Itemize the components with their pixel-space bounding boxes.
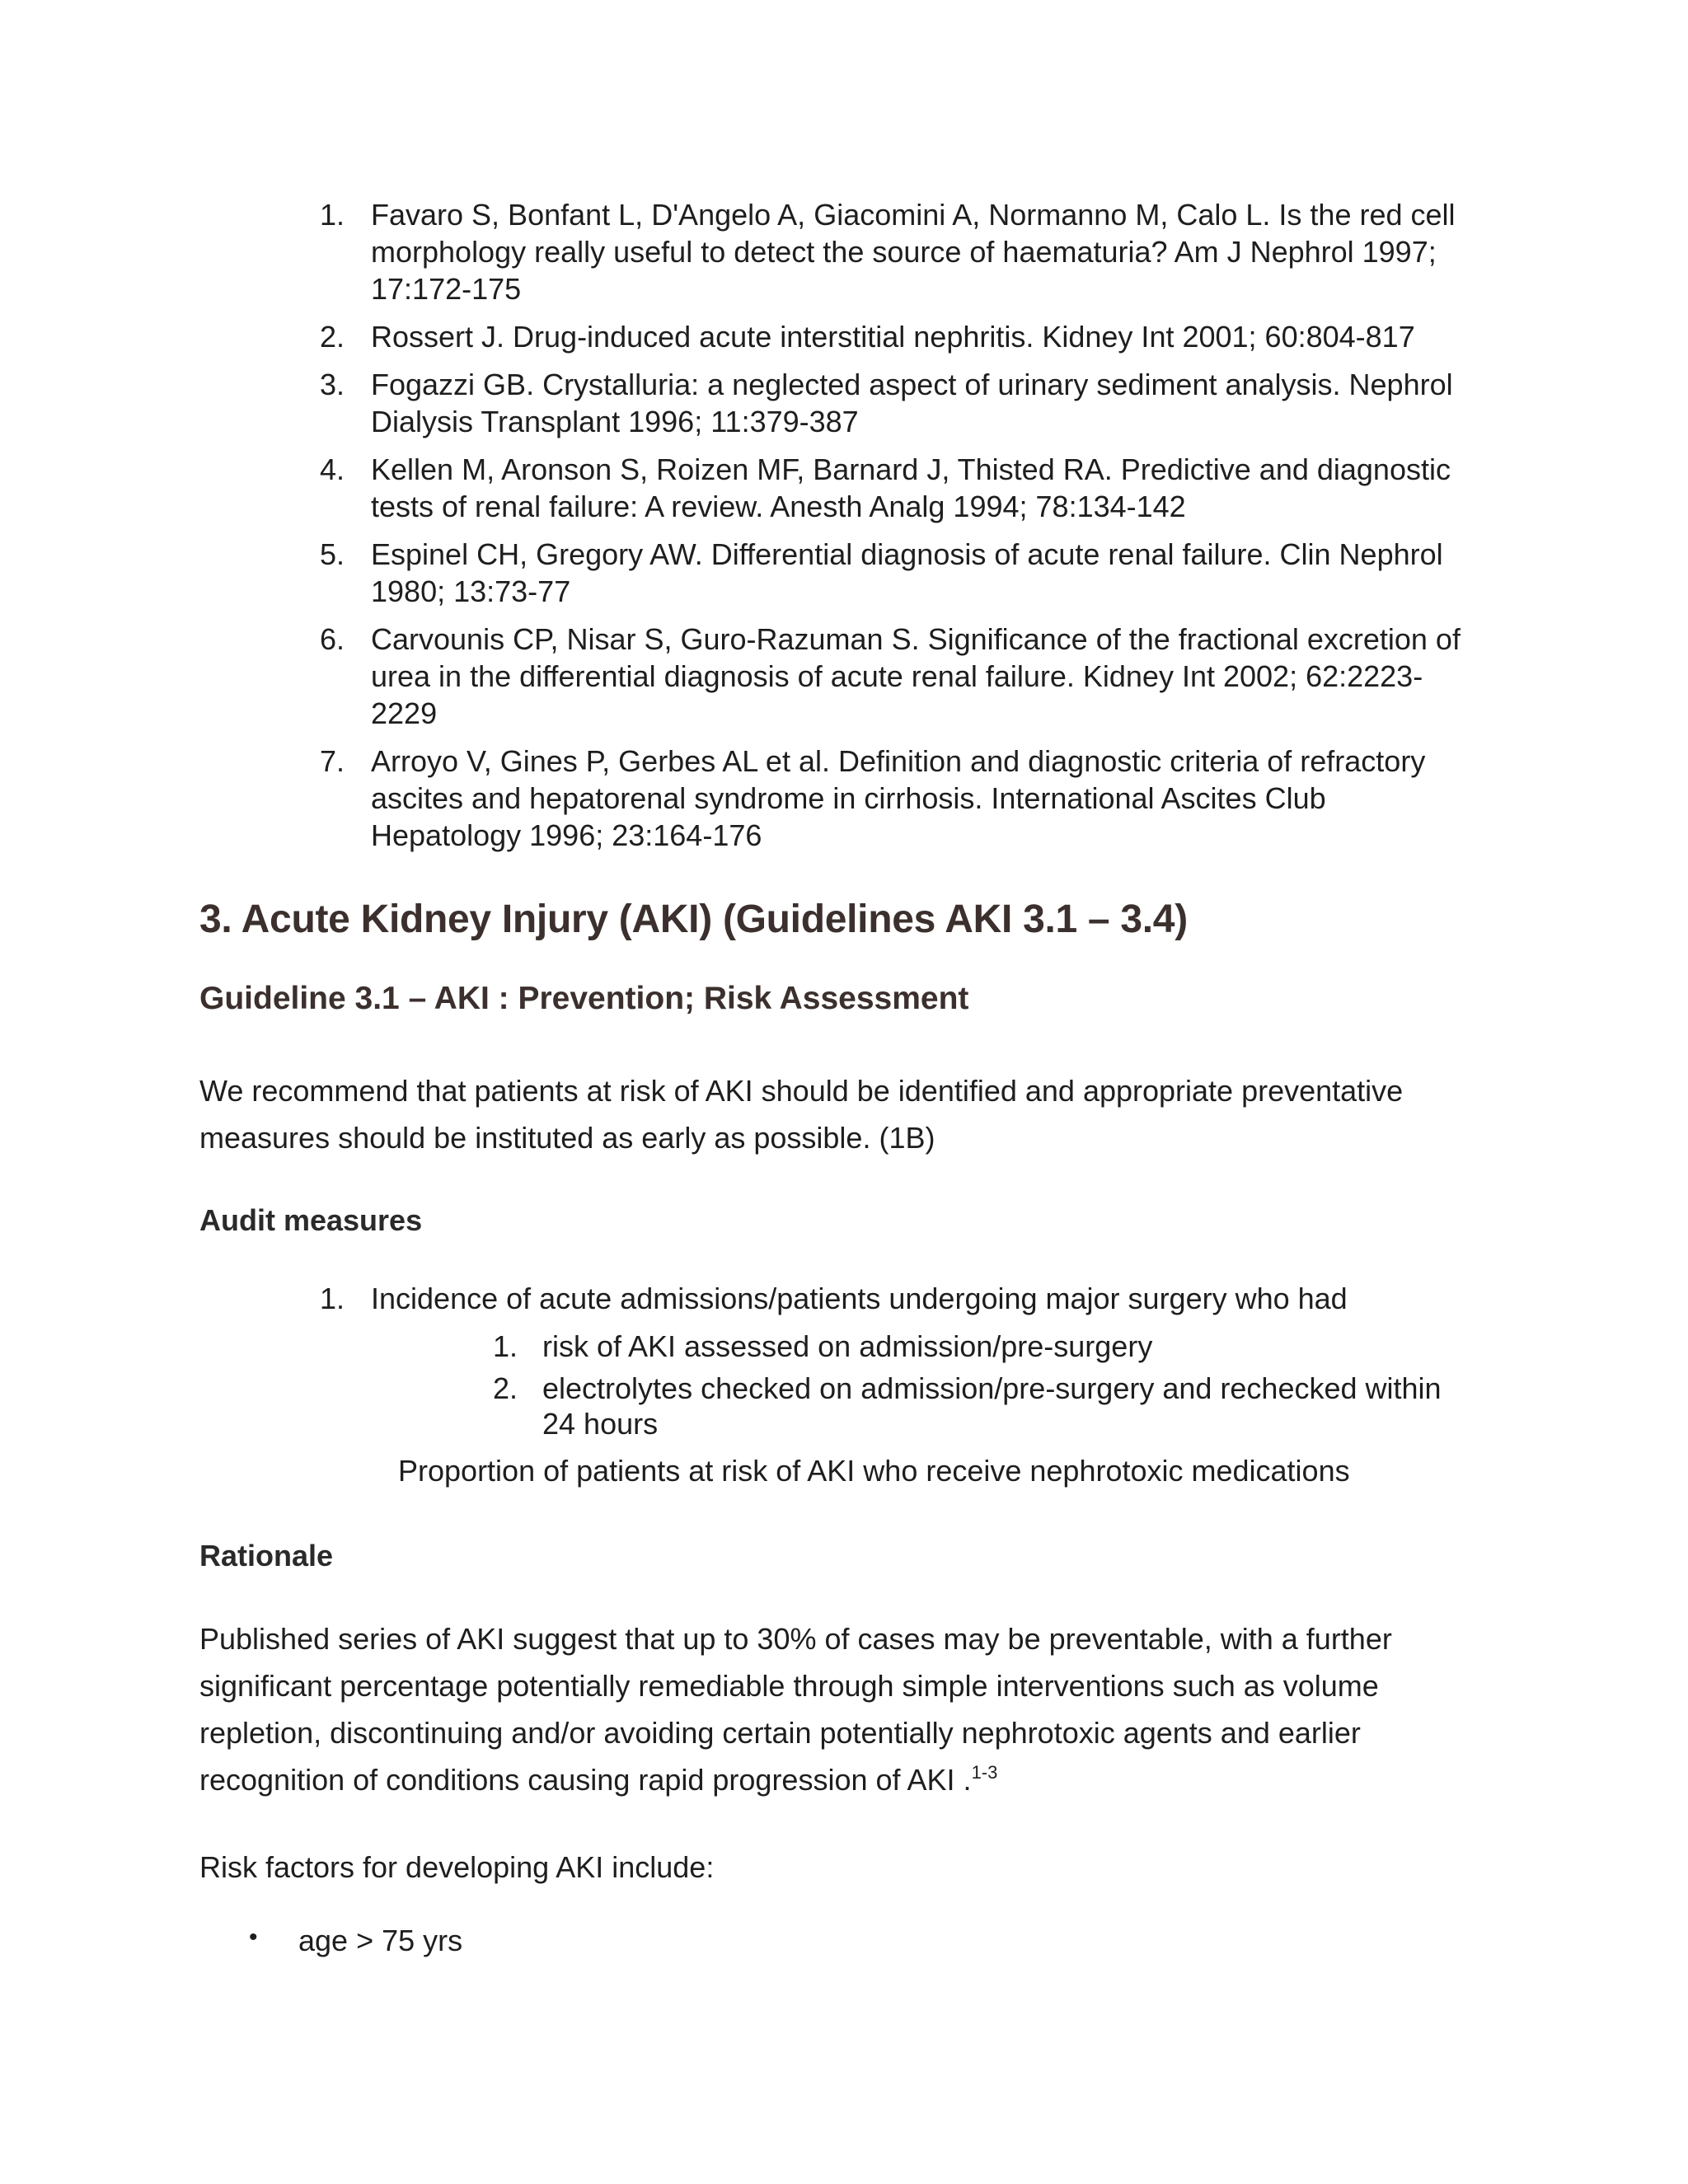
citation-superscript: 1-3 <box>971 1762 998 1783</box>
reference-item <box>312 451 1482 525</box>
reference-text: Kellen M, Aronson S, Roizen MF, Barnard J, Thisted RA. Predictive and diagnostic tests of renal failure: A review. Anesth Analg 1994; 78:134-142 <box>371 452 1451 523</box>
reference-item <box>312 318 1482 355</box>
audit-sub-item-number: 1. <box>493 1329 518 1363</box>
audit-sub-item <box>493 1371 1482 1441</box>
rationale-body: Published series of AKI suggest that up to 30% of cases may be preventable, with a further significant percentage potentially remediable through simple interventions such as volume repletion, discontinuing and/or avoiding certain potentially nephrotoxic agents and earlier recognition of conditions causing rapid progression of AKI . <box>199 1622 1392 1797</box>
reference-item <box>312 366 1482 440</box>
reference-text: Carvounis CP, Nisar S, Guro-Razuman S. Significance of the fractional excretion of urea in the differential diagnosis of acute renal failure. Kidney Int 2002; 62:2223-2229 <box>371 622 1461 730</box>
reference-number: 3. <box>320 368 345 401</box>
reference-text: Arroyo V, Gines P, Gerbes AL et al. Definition and diagnostic criteria of refractory ascites and hepatorenal syndrome in cirrhosis. International Ascites Club Hepatology 1996; 23:164-176 <box>371 744 1426 852</box>
reference-text: Rossert J. Drug-induced acute interstitial nephritis. Kidney Int 2001; 60:804-817 <box>371 320 1415 354</box>
audit-proportion-text: Proportion of patients at risk of AKI who receive nephrotoxic medications <box>398 1454 1350 1488</box>
reference-number: 6. <box>320 622 345 656</box>
risk-factors-intro: Risk factors for developing AKI include: <box>199 1850 715 1884</box>
audit-sub-item-text: risk of AKI assessed on admission/pre-surgery <box>542 1329 1153 1363</box>
rationale-heading: Rationale <box>199 1539 334 1572</box>
reference-number: 5. <box>320 537 345 571</box>
reference-item <box>312 196 1482 307</box>
reference-number: 4. <box>320 452 345 486</box>
risk-factor-text: age > 75 yrs <box>298 1924 463 1957</box>
audit-item-text: Incidence of acute admissions/patients undergoing major surgery who had <box>371 1282 1348 1315</box>
audit-heading: Audit measures <box>199 1203 423 1237</box>
guideline-heading: Guideline 3.1 – AKI : Prevention; Risk Assessment <box>199 981 969 1016</box>
audit-sub-item-number: 2. <box>493 1371 518 1405</box>
rationale-text <box>199 1615 1485 1803</box>
audit-sub-list <box>493 1329 1482 1441</box>
reference-item <box>312 743 1482 854</box>
reference-number: 2. <box>320 320 345 354</box>
bullet-icon: • <box>249 1924 258 1951</box>
reference-list <box>312 196 1482 865</box>
audit-sub-item-text: electrolytes checked on admission/pre-surgery and rechecked within 24 hours <box>542 1371 1442 1441</box>
reference-item <box>312 621 1482 732</box>
reference-item <box>312 536 1482 610</box>
reference-number: 7. <box>320 744 345 778</box>
audit-sub-item <box>493 1329 1482 1364</box>
recommendation-text: We recommend that patients at risk of AKI should be identified and appropriate preventative measures should be instituted as early as possible. (1B) <box>199 1074 1404 1155</box>
section-heading: 3. Acute Kidney Injury (AKI) (Guidelines AKI 3.1 – 3.4) <box>199 898 1188 941</box>
reference-text: Favaro S, Bonfant L, D'Angelo A, Giacomini A, Normanno M, Calo L. Is the red cell morphology really useful to detect the source of haematuria? Am J Nephrol 1997; 17:172-175 <box>371 198 1456 306</box>
reference-text: Espinel CH, Gregory AW. Differential diagnosis of acute renal failure. Clin Nephrol 1980; 13:73-77 <box>371 537 1443 608</box>
audit-item-number: 1. <box>320 1282 345 1315</box>
reference-text: Fogazzi GB. Crystalluria: a neglected aspect of urinary sediment analysis. Nephrol Dialysis Transplant 1996; 11:379-387 <box>371 368 1453 438</box>
reference-number: 1. <box>320 198 345 232</box>
